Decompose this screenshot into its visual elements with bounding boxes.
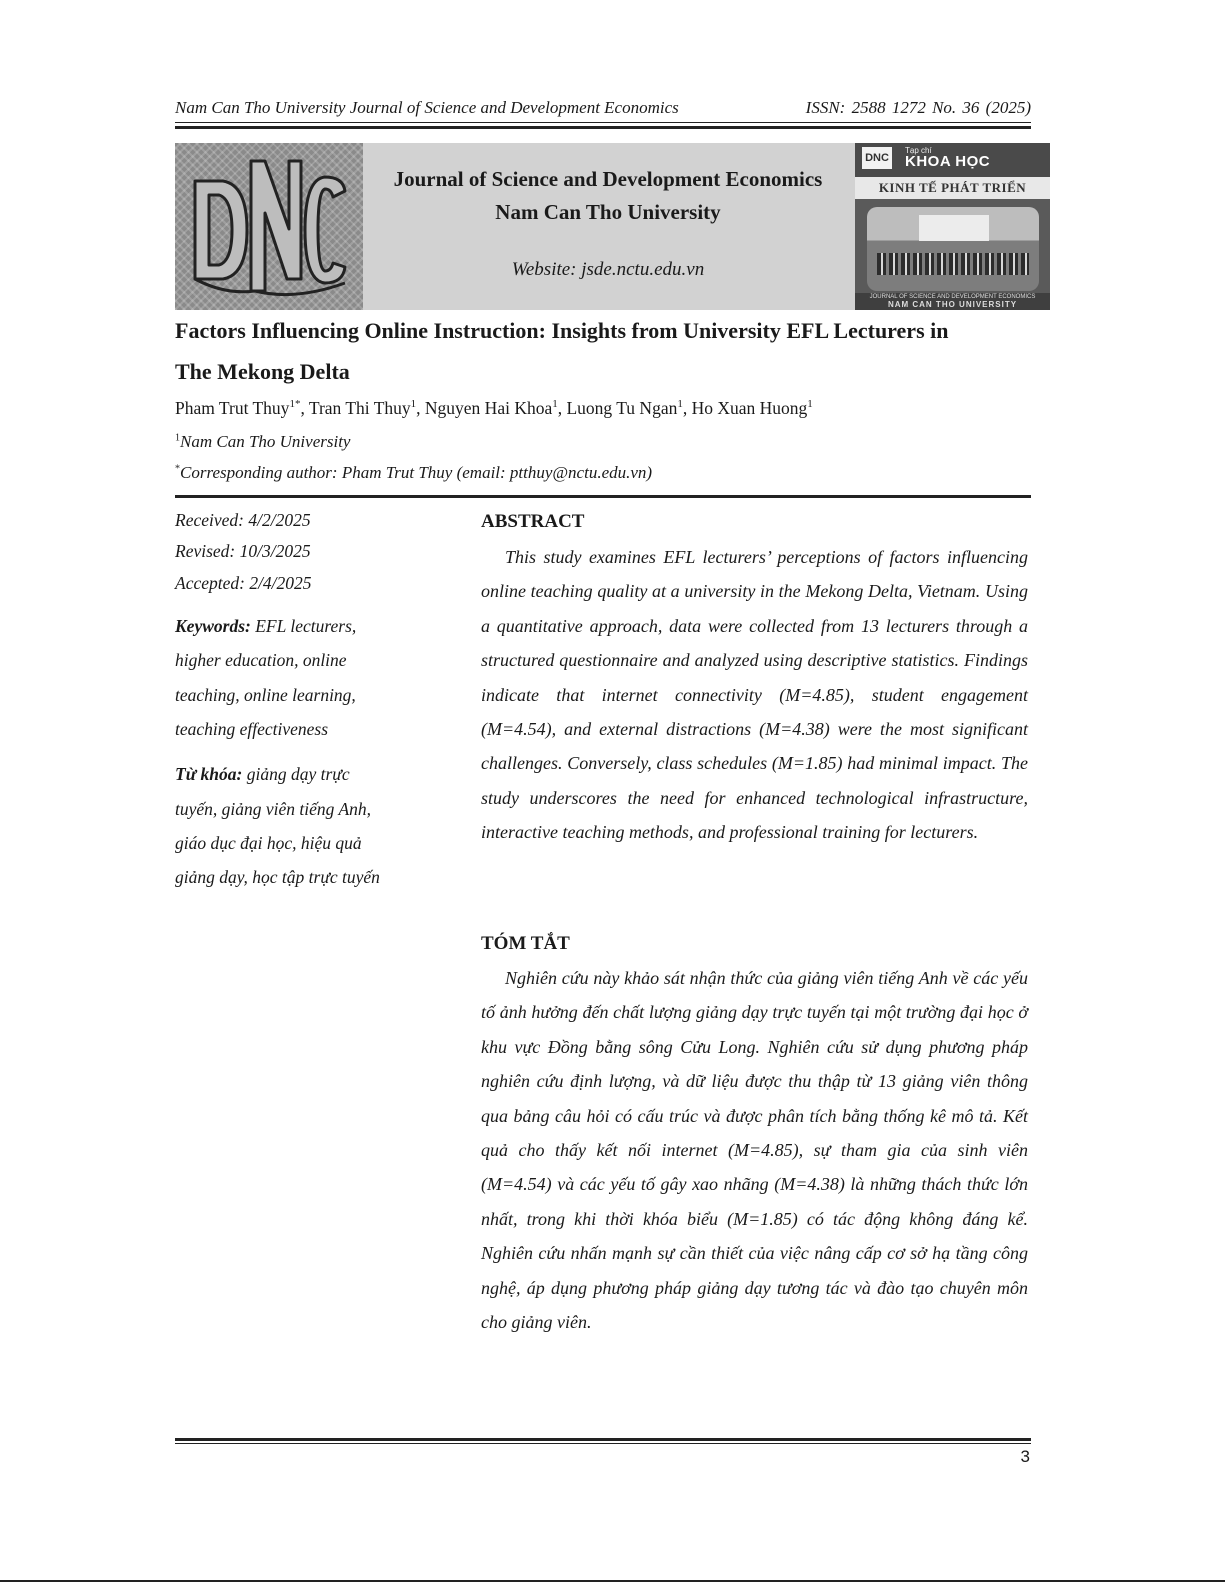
affiliation: [175, 432, 350, 452]
cover-footer: [855, 293, 1050, 310]
keyword-text: teaching, online learning,: [175, 685, 356, 705]
keywords-line: [175, 616, 356, 637]
banner-website-link[interactable]: Website: jsde.nctu.edu.vn: [511, 259, 705, 280]
journal-banner: [175, 143, 1050, 310]
author-name: Luong Tu Ngan: [566, 398, 678, 418]
abstract-heading: ABSTRACT: [481, 511, 585, 532]
tu-khoa-text: tuyến, giảng viên tiếng Anh,: [175, 799, 372, 819]
keyword-text: higher education, online: [175, 650, 347, 670]
footer-rule-thick: [175, 1438, 1031, 1441]
cover-footer-line1: JOURNAL OF SCIENCE AND DEVELOPMENT ECONOMICS: [869, 294, 1036, 300]
issn-issue: ISSN: 2588 1272 No. 36 (2025): [805, 98, 1031, 117]
banner-journal-title: Journal of Science and Development Economics: [393, 167, 823, 191]
revised-date: Revised: 10/3/2025: [175, 541, 311, 561]
author-sup: 1*: [289, 398, 301, 411]
tu-khoa-line: [175, 764, 350, 785]
author-name: Pham Trut Thuy: [175, 398, 290, 418]
keywords-label: Keywords:: [175, 616, 251, 636]
keyword-text: EFL lecturers,: [255, 616, 357, 636]
paper-title-line1: Factors Influencing Online Instruction: Insights from University EFL Lecturers in: [175, 318, 949, 343]
author-name: Tran Thi Thuy: [308, 398, 411, 418]
page-number: 3: [1020, 1447, 1030, 1466]
header-rule-thin: [175, 122, 1031, 123]
corresponding-mark: *: [175, 463, 180, 475]
cover-khoa-hoc: KHOA HỌC: [905, 153, 991, 170]
keyword-text: teaching effectiveness: [175, 719, 329, 739]
dnc-logo: [175, 143, 363, 310]
page-bottom-rule: [0, 1580, 1225, 1582]
corresponding-text: Corresponding author: Pham Trut Thuy (email: ptthuy@nctu.edu.vn): [180, 463, 653, 482]
received-date: Received: 4/2/2025: [175, 510, 311, 530]
group-photo: [877, 253, 1029, 275]
affiliation-mark: 1: [175, 432, 180, 444]
author-name: Nguyen Hai Khoa: [424, 398, 553, 418]
stage-screen: [919, 215, 989, 241]
tu-khoa-label: Từ khóa:: [175, 764, 243, 784]
author-sep: ,: [300, 398, 309, 418]
author-name: Ho Xuan Huong: [691, 398, 808, 418]
abstract-text: This study examines EFL lecturers’ perceptions of factors influencing online teaching quality at a university in the Mekong Delta, Vietnam. Using a quantitative approach, data were collected from 13 lecturers through a structured questionnaire and analyzed using descriptive statistics. Findings indicate that internet connectivity (M=4.85), student engagement (M=4.54), and external distractions (M=4.38) were the most significant challenges. Conversely, class schedules (M=1.85) had minimal impact. The study underscores the need for enhanced technological infrastructure, interactive teaching methods, and professional training for lecturers.: [481, 547, 1028, 843]
journal-name: Nam Can Tho University Journal of Science and Development Economics: [175, 98, 679, 117]
author-sup: 1: [552, 398, 558, 411]
section-rule: [175, 495, 1031, 498]
accepted-date: Accepted: 2/4/2025: [175, 573, 312, 593]
banner-university: Nam Can Tho University: [495, 200, 721, 224]
cover-logo: DNC: [862, 147, 892, 169]
author-list: [175, 398, 813, 419]
running-header: [175, 98, 1031, 122]
tom-tat-text: Nghiên cứu này khảo sát nhận thức của giảng viên tiếng Anh về các yếu tố ảnh hưởng đến chất lượng giảng dạy trực tuyến tại một trường đại học ở khu vực Đồng bằng sông Cửu Long. Nghiên cứu sử dụng phương pháp nghiên cứu định lượng, và dữ liệu được thu thập từ 13 giảng viên thông qua bảng câu hỏi có cấu trúc và được phân tích bằng thống kê mô tả. Kết quả cho thấy kết nối internet (M=4.85), sự tham gia của sinh viên (M=4.54) và các yếu tố gây xao nhãng (M=4.38) là những thách thức lớn nhất, trong khi thời khóa biểu (M=1.85) có tác động không đáng kể. Nghiên cứu nhấn mạnh sự cần thiết của việc nâng cấp cơ sở hạ tầng công nghệ, áp dụng phương pháp giảng dạy tương tác và đào tạo chuyên môn cho giảng viên.: [481, 968, 1028, 1333]
cover-tap-chi: Tạp chí: [905, 146, 932, 155]
author-sep: ,: [416, 398, 425, 418]
header-rule-thick: [175, 126, 1031, 129]
affiliation-text: Nam Can Tho University: [180, 432, 351, 451]
cover-footer-line2: NAM CAN THO UNIVERSITY: [887, 300, 1018, 309]
author-sup: 1: [677, 398, 683, 411]
dnc-logo-icon: [185, 151, 353, 301]
tu-khoa-text: giáo dục đại học, hiệu quả: [175, 833, 362, 853]
tom-tat-heading: TÓM TẮT: [481, 933, 570, 954]
author-sup: 1: [410, 398, 417, 411]
cover-photo: [867, 207, 1039, 291]
author-sep: ,: [557, 398, 567, 418]
corresponding-author: [175, 463, 652, 483]
footer-rule-thin: [175, 1443, 1031, 1444]
journal-cover-thumbnail: [855, 143, 1050, 310]
paper-title-line2: The Mekong Delta: [175, 359, 350, 384]
author-sup: 1: [807, 398, 813, 411]
tu-khoa-text: giảng dạy, học tập trực tuyến: [175, 867, 380, 887]
tu-khoa-text: giảng dạy trực: [246, 764, 350, 784]
author-sep: ,: [682, 398, 692, 418]
cover-kinh-te: KINH TẾ PHÁT TRIỂN: [855, 177, 1050, 199]
banner-text: [363, 143, 853, 310]
